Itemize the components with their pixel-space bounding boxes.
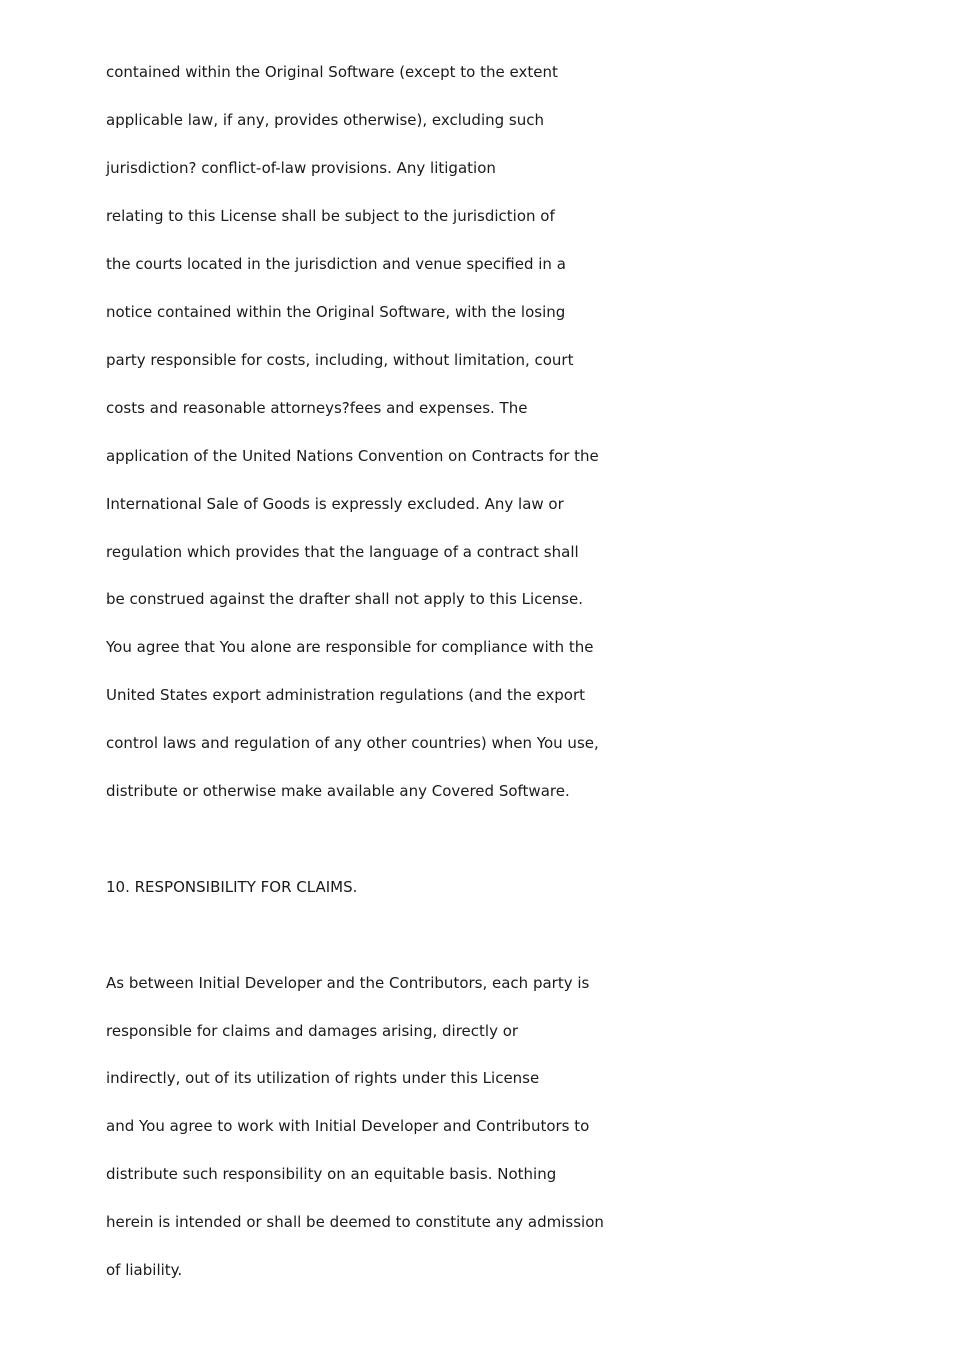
- paragraph-1-line: be construed against the drafter shall not apply to this License.: [106, 590, 583, 608]
- paragraph-2-line: and You agree to work with Initial Developer and Contributors to: [106, 1117, 590, 1135]
- paragraph-2-line: herein is intended or shall be deemed to constitute any admission: [106, 1213, 604, 1231]
- paragraph-1-line: regulation which provides that the language of a contract shall: [106, 543, 579, 561]
- paragraph-1-line: contained within the Original Software (except to the extent: [106, 63, 558, 81]
- paragraph-1-line: United States export administration regulations (and the export: [106, 686, 586, 704]
- paragraph-1-line: party responsible for costs, including, without limitation, court: [106, 351, 574, 369]
- paragraph-1-line: You agree that You alone are responsible for compliance with the: [106, 638, 594, 656]
- paragraph-2-line: distribute such responsibility on an equitable basis. Nothing: [106, 1165, 557, 1183]
- paragraph-1-line: notice contained within the Original Software, with the losing: [106, 303, 566, 321]
- paragraph-1-line: International Sale of Goods is expressly excluded. Any law or: [106, 495, 564, 513]
- paragraph-2-line: As between Initial Developer and the Contributors, each party is: [106, 974, 590, 992]
- paragraph-1-line: application of the United Nations Convention on Contracts for the: [106, 447, 599, 465]
- paragraph-2-line: responsible for claims and damages arising, directly or: [106, 1022, 519, 1040]
- paragraph-1-line: relating to this License shall be subject to the jurisdiction of: [106, 207, 555, 225]
- paragraph-1-line: distribute or otherwise make available any Covered Software.: [106, 782, 570, 800]
- paragraph-1-line: control laws and regulation of any other countries) when You use,: [106, 734, 599, 752]
- section-heading: 10. RESPONSIBILITY FOR CLAIMS.: [106, 878, 358, 896]
- paragraph-1-line: costs and reasonable attorneys?fees and expenses. The: [106, 399, 528, 417]
- paragraph-1-line: jurisdiction? conflict-of-law provisions. Any litigation: [106, 159, 496, 177]
- paragraph-1-line: the courts located in the jurisdiction and venue specified in a: [106, 255, 566, 273]
- paragraph-2-line: of liability.: [106, 1261, 183, 1279]
- paragraph-2-line: indirectly, out of its utilization of rights under this License: [106, 1069, 540, 1087]
- paragraph-1-line: applicable law, if any, provides otherwise), excluding such: [106, 111, 544, 129]
